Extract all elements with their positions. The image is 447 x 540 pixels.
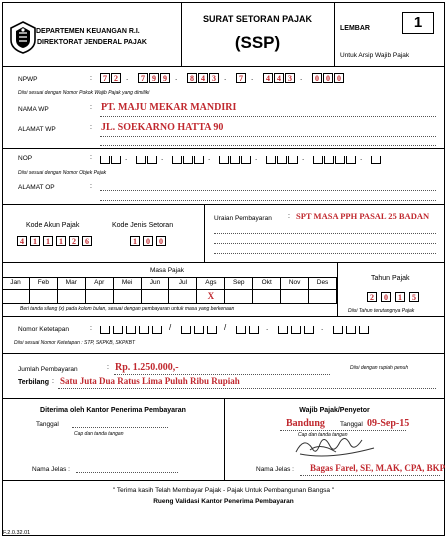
separator-dash: . [126,73,129,82]
month-mark[interactable] [309,289,337,303]
nama-jelas-right-line [300,475,440,476]
npwp-digit[interactable]: 2 [111,73,121,83]
tahun-digit[interactable]: 5 [409,292,419,302]
form-code: F.2.0.32.01 [3,530,31,536]
jumlah-value[interactable]: Rp. 1.250.000,- [115,362,179,373]
jumlah-line [114,374,330,375]
uraian-line-3 [214,253,436,254]
divider-masa [2,316,445,317]
ketetapan-digit[interactable] [152,326,162,334]
nop-digit[interactable] [324,156,334,164]
thanks-message: " Terima kasih Telah Membayar Pajak - Pajak Untuk Pembangunan Bangsa " [112,487,335,494]
masa-pajak-label: Masa Pajak [150,267,184,274]
npwp-digit[interactable]: 7 [236,73,246,83]
signature-scribble-icon [290,430,380,464]
header-divider-v2 [334,2,335,66]
alamat-op-label: ALAMAT OP [18,184,55,191]
alamat-op-line-2 [100,200,436,201]
month-header: Mar [58,277,86,289]
kode-akun-digit[interactable]: 2 [69,236,79,246]
nama-jelas-right-label: Nama Jelas : [256,466,294,473]
npwp-note: Diisi sesuai dengan Nomor Pokok Wajib Pajak yang dimiliki [18,90,150,96]
month-header: Sep [225,277,253,289]
npwp-digit[interactable]: 9 [149,73,159,83]
month-mark[interactable] [281,289,309,303]
separator-dash: . [255,153,258,162]
ketetapan-digit[interactable] [359,326,369,334]
month-mark[interactable] [58,289,86,303]
ketetapan-label: Nomor Ketetapan [18,326,69,333]
separator-dash: . [251,73,254,82]
npwp-label: NPWP [18,76,38,83]
terbilang-value[interactable]: Satu Juta Dua Ratus Lima Puluh Ribu Rupiah [60,376,240,386]
kota-value[interactable]: Bandung [286,418,325,429]
ketetapan-note: Diisi sesuai Nomor Ketetapan : STP, SKPKB, SKPKBT [14,340,136,346]
nop-digit[interactable] [147,156,157,164]
ketetapan-digit[interactable] [139,326,149,334]
header-divider [2,66,445,67]
nop-digit[interactable] [136,156,146,164]
nama-jelas-left-label: Nama Jelas : [32,466,70,473]
nop-digit[interactable] [346,156,356,164]
ketetapan-digit[interactable] [207,326,217,334]
tahun-digit[interactable]: 1 [395,292,405,302]
cap-left: Cap dan tanda tangan [74,431,124,437]
alamat-wp-label: ALAMAT WP [18,126,56,133]
alamat-op-line [100,190,436,191]
alamat-wp-value[interactable]: JL. SOEKARNO HATTA 90 [101,122,224,133]
ketetapan-digit[interactable] [346,326,356,334]
nop-digit[interactable] [230,156,240,164]
uraian-value[interactable]: SPT MASA PPH PASAL 25 BADAN [296,211,430,221]
nop-digit[interactable] [277,156,287,164]
nop-note: Diisi sesuai dengan Nomor Objek Pajak [18,170,107,176]
ketetapan-digit[interactable] [126,326,136,334]
month-header: Des [309,277,337,289]
npwp-digit[interactable]: 4 [198,73,208,83]
validasi-label: Rueng Validasi Kantor Penerima Pembayaran [153,498,294,505]
uraian-label: Uraian Pembayaran [214,215,272,222]
nop-digit[interactable] [335,156,345,164]
months-header-row [2,277,337,289]
separator-dash: . [321,323,324,332]
ketetapan-digit[interactable] [113,326,123,334]
npwp-digit[interactable]: 0 [312,73,322,83]
uraian-line-2 [214,243,436,244]
month-header: Apr [86,277,114,289]
npwp-digit[interactable]: 7 [138,73,148,83]
divider-kode [2,262,445,263]
kode-akun-digit[interactable]: 4 [17,236,27,246]
diterima-label: Diterima oleh Kantor Penerima Pembayaran [40,407,186,414]
tahun-digit[interactable]: 2 [367,292,377,302]
separator-dash: . [208,153,211,162]
lembar-label: LEMBAR [340,25,370,32]
kode-akun-digit[interactable]: 1 [43,236,53,246]
jumlah-colon: : [107,364,109,371]
kode-akun-digit[interactable]: 1 [56,236,66,246]
ketetapan-colon: : [90,325,92,332]
lembar-note: Untuk Arsip Wajib Pajak [340,52,410,59]
jumlah-label: Jumlah Pembayaran [18,366,78,373]
nop-label: NOP [18,155,33,162]
month-mark[interactable] [253,289,281,303]
separator-dash: / [224,323,227,332]
separator-dash: . [266,323,269,332]
month-mark[interactable] [86,289,114,303]
divider-masa-v [337,262,338,316]
npwp-digit[interactable]: 7 [100,73,110,83]
month-mark[interactable] [2,289,30,303]
npwp-digit[interactable]: 8 [187,73,197,83]
cap-right: Cap dan tanda tangan [298,432,348,438]
ketetapan-digit[interactable] [291,326,301,334]
npwp-digit[interactable]: 4 [263,73,273,83]
month-mark[interactable] [170,289,198,303]
divider-sign [2,480,445,481]
kode-jenis-label: Kode Jenis Setoran [112,222,174,229]
form-title: SURAT SETORAN PAJAK [202,14,312,24]
divider-wp [2,148,445,149]
kode-jenis-digit[interactable]: 0 [156,236,166,246]
month-header: Mei [114,277,142,289]
month-header: Feb [30,277,58,289]
kode-akun-label: Kode Akun Pajak [26,222,80,229]
separator-dash: . [300,73,303,82]
ketetapan-digit[interactable] [304,326,314,334]
terbilang-colon: : [52,378,54,385]
wajib-pajak-label: Wajib Pajak/Penyetor [299,407,370,414]
nop-digit[interactable] [194,156,204,164]
tahun-note: Diisi Tahun terutangnya Pajak [348,308,415,314]
ketetapan-digit[interactable] [181,326,191,334]
nop-digit[interactable] [111,156,121,164]
separator-dash: . [175,73,178,82]
alamat-wp-line [100,136,436,137]
nop-digit[interactable] [100,156,110,164]
tahun-digit[interactable]: 0 [381,292,391,302]
terbilang-label: Terbilang [18,379,49,386]
jumlah-note: Diisi dengan rupiah penuh [350,365,409,371]
nop-digit[interactable] [266,156,276,164]
month-header: Ags [197,277,225,289]
nama-wp-colon: : [90,104,92,111]
separator-dash: . [125,153,128,162]
nama-wp-value[interactable]: PT. MAJU MEKAR MANDIRI [101,102,237,113]
tahun-pajak-label: Tahun Pajak [371,275,410,282]
divider-ketetapan [2,353,445,354]
separator-dash: . [302,153,305,162]
npwp-colon: : [90,75,92,82]
nama-wp-label: NAMA WP [18,106,49,113]
month-mark[interactable] [30,289,58,303]
separator-dash: / [169,323,172,332]
masa-note: Beri tanda silang (x) pada kolom bulan, sesuai dengan pembayaran untuk masa yang berkenaan [20,306,235,312]
divider-op [2,204,445,205]
ketetapan-digit[interactable] [278,326,288,334]
tanggal-left-label: Tanggal [36,421,59,428]
npwp-digit[interactable]: 0 [334,73,344,83]
divider-kode-v [204,204,205,262]
tanggal-right-value[interactable]: 09-Sep-15 [367,418,410,429]
lembar-number: 1 [413,14,423,31]
month-mark[interactable] [142,289,170,303]
alamat-wp-line-2 [100,145,436,146]
garuda-emblem-icon [8,20,38,54]
month-mark[interactable]: X [197,289,225,303]
ketetapan-digit[interactable] [333,326,343,334]
ketetapan-digit[interactable] [249,326,259,334]
npwp-digit[interactable]: 4 [274,73,284,83]
month-header: Okt [253,277,281,289]
npwp-digit[interactable]: 3 [285,73,295,83]
nama-jelas-left-line [76,472,178,473]
nop-digit[interactable] [172,156,182,164]
nop-colon: : [90,154,92,161]
nop-digit[interactable] [371,156,381,164]
ketetapan-digit[interactable] [100,326,110,334]
nama-wp-line [100,116,436,117]
months-bottom-line [2,303,337,304]
nop-digit[interactable] [288,156,298,164]
month-mark[interactable] [225,289,253,303]
alamat-op-colon: : [90,183,92,190]
penyetor-name[interactable]: Bagas Farel, SE, M.AK, CPA, BKP [310,463,446,473]
ketetapan-digit[interactable] [194,326,204,334]
directorate-name: DIREKTORAT JENDERAL PAJAK [37,39,147,46]
terbilang-line [58,388,436,389]
tanggal-left-line [72,427,168,428]
nop-digit[interactable] [313,156,323,164]
dept-name: DEPARTEMEN KEUANGAN R.I. [36,28,140,35]
separator-dash: . [161,153,164,162]
month-mark[interactable] [114,289,142,303]
separator-dash: . [224,73,227,82]
alamat-wp-colon: : [90,124,92,131]
kode-akun-digit[interactable]: 1 [30,236,40,246]
tanggal-right-label: Tanggal [340,421,363,428]
kode-akun-digit[interactable]: 6 [82,236,92,246]
npwp-digit[interactable]: 0 [323,73,333,83]
npwp-digit[interactable]: 9 [160,73,170,83]
month-header: Nov [281,277,309,289]
nop-digit[interactable] [219,156,229,164]
month-header: Jan [2,277,30,289]
ketetapan-digit[interactable] [236,326,246,334]
month-header: Jul [170,277,198,289]
uraian-colon: : [288,213,290,220]
form-code-ssp: (SSP) [234,33,281,52]
nop-digit[interactable] [241,156,251,164]
nop-digit[interactable] [183,156,193,164]
kode-jenis-digit[interactable]: 1 [130,236,140,246]
npwp-digit[interactable]: 3 [209,73,219,83]
month-header: Jun [142,277,170,289]
kode-jenis-digit[interactable]: 0 [143,236,153,246]
separator-dash: . [360,153,363,162]
uraian-line-1 [214,233,436,234]
months-marks-row[interactable] [2,289,337,303]
